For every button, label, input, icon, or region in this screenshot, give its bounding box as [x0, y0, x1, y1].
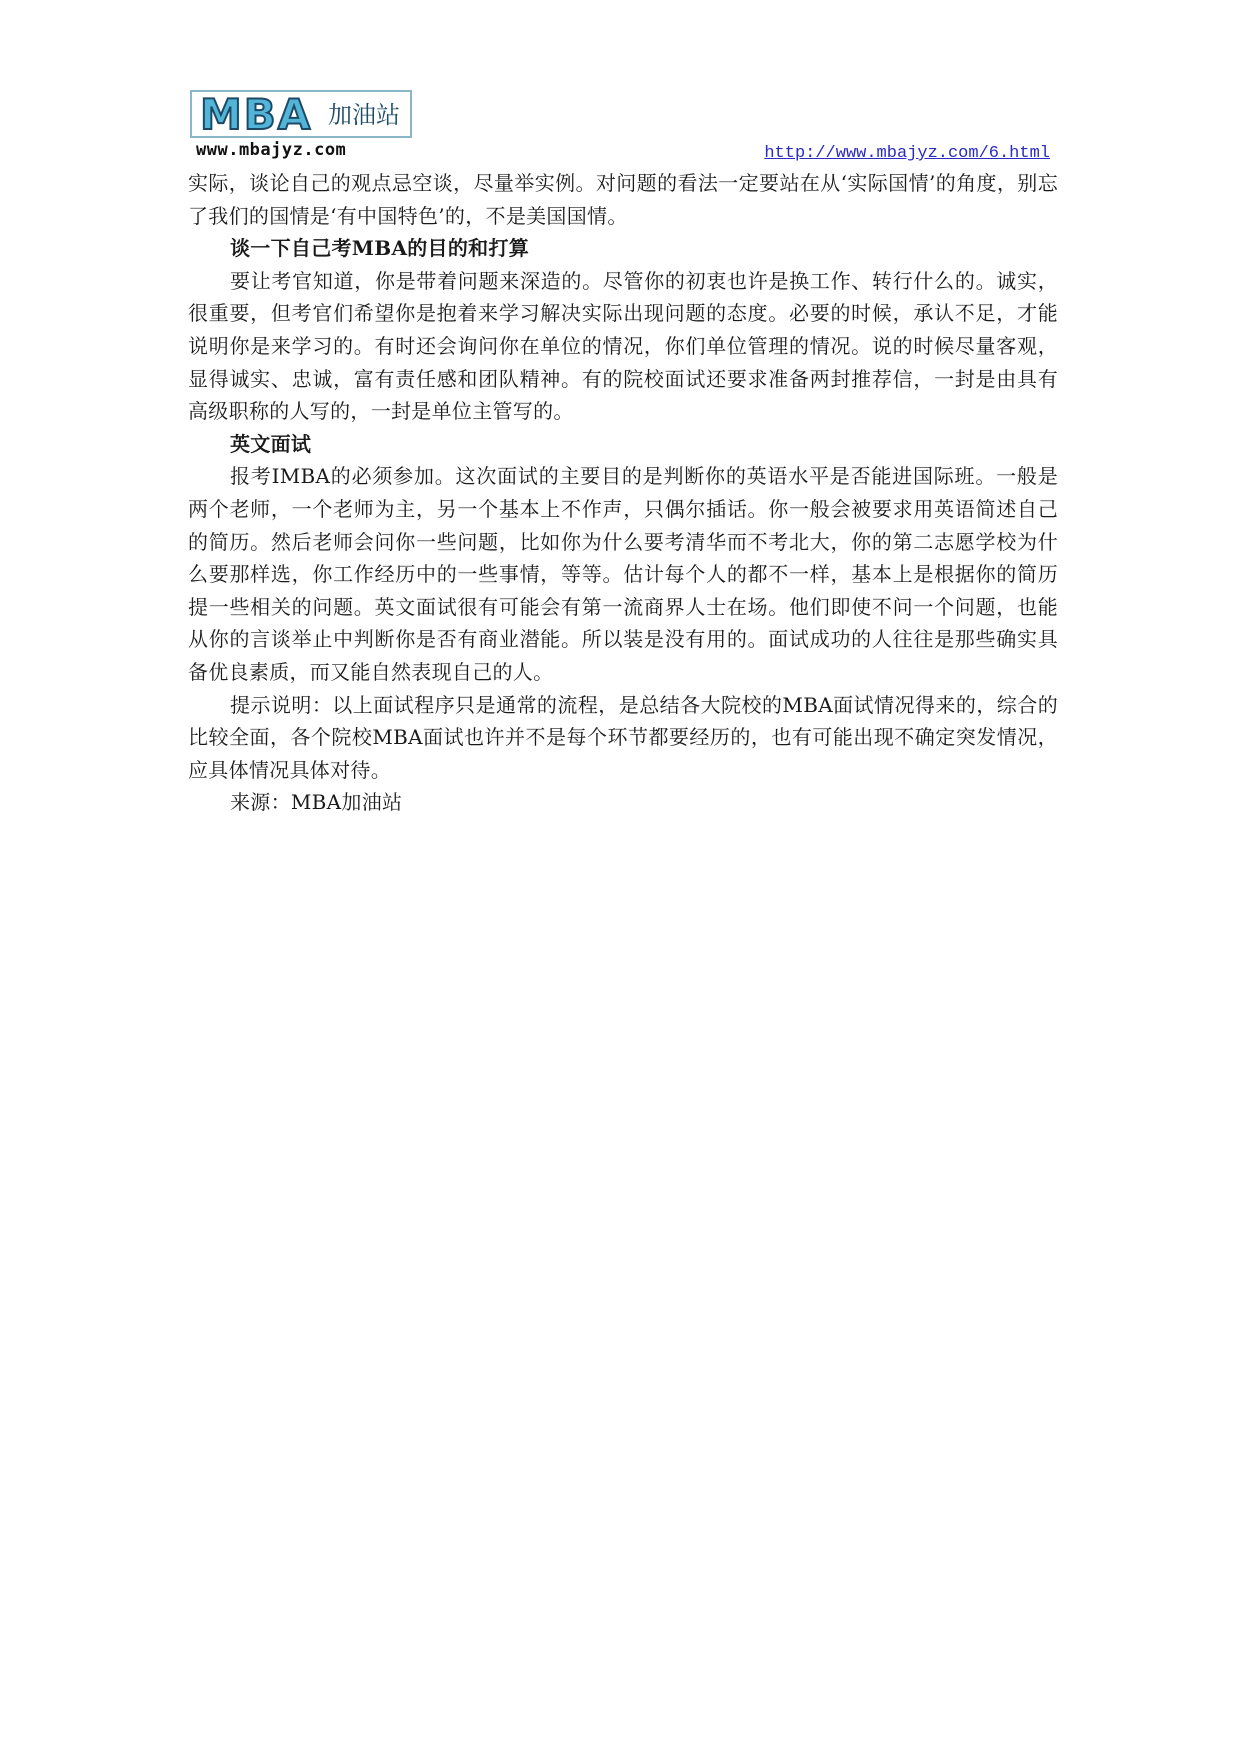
- page-header: [188, 88, 1058, 166]
- document-body: [188, 167, 1058, 819]
- paragraph-2: 要让考官知道，你是带着问题来深造的。尽管你的初衷也许是换工作、转行什么的。诚实，很重要，但考官们希望你是抱着来学习解决实际出现问题的态度。必要的时候，承认不足，才能说明你是来学习的。有时还会询问你在单位的情况，你们单位管理的情况。说的时候尽量客观，显得诚实、忠诚，富有责任感和团队精神。有的院校面试还要求准备两封推荐信，一封是由具有高级职称的人写的，一封是单位主管写的。: [188, 268, 1058, 424]
- mba-logo: [188, 88, 410, 166]
- logo-box: [190, 90, 412, 138]
- logo-brand-cn: 加油站: [328, 101, 400, 129]
- logo-brand: MBA: [200, 90, 313, 139]
- section-heading-english-interview: 英文面试: [230, 431, 312, 456]
- paragraph-3: 报考IMBA的必须参加。这次面试的主要目的是判断你的英语水平是否能进国际班。一般是两个老师，一个老师为主，另一个基本上不作声，只偶尔插话。你一般会被要求用英语简述自己的简历。然后老师会问你一些问题，比如你为什么要考清华而不考北大，你的第二志愿学校为什么要那样选，你工作经历中的一些事情，等等。估计每个人的都不一样，基本上是根据你的简历提一些相关的问题。英文面试很有可能会有第一流商界人士在场。他们即使不问一个问题，也能从你的言谈举止中判断你是否有商业潜能。所以装是没有用的。面试成功的人往往是那些确实具备优良素质，而又能自然表现自己的人。: [188, 464, 1058, 684]
- paragraph-1: 实际，谈论自己的观点忌空谈，尽量举实例。对问题的看法一定要站在从‘实际国情’的角度，别忘了我们的国情是‘有中国特色’的，不是美国国情。: [188, 171, 1058, 228]
- section-heading-goals: 谈一下自己考MBA的目的和打算: [230, 236, 530, 261]
- paragraph-note: 提示说明：以上面试程序只是通常的流程，是总结各大院校的MBA面试情况得来的，综合的比较全面，各个院校MBA面试也许并不是每个环节都要经历的，也有可能出现不确定突发情况，应具体情况具体对待。: [188, 692, 1058, 782]
- logo-url: www.mbajyz.com: [196, 140, 347, 160]
- header-url-link[interactable]: http://www.mbajyz.com/6.html: [764, 144, 1050, 163]
- paragraph-source: 来源：MBA加油站: [230, 790, 403, 815]
